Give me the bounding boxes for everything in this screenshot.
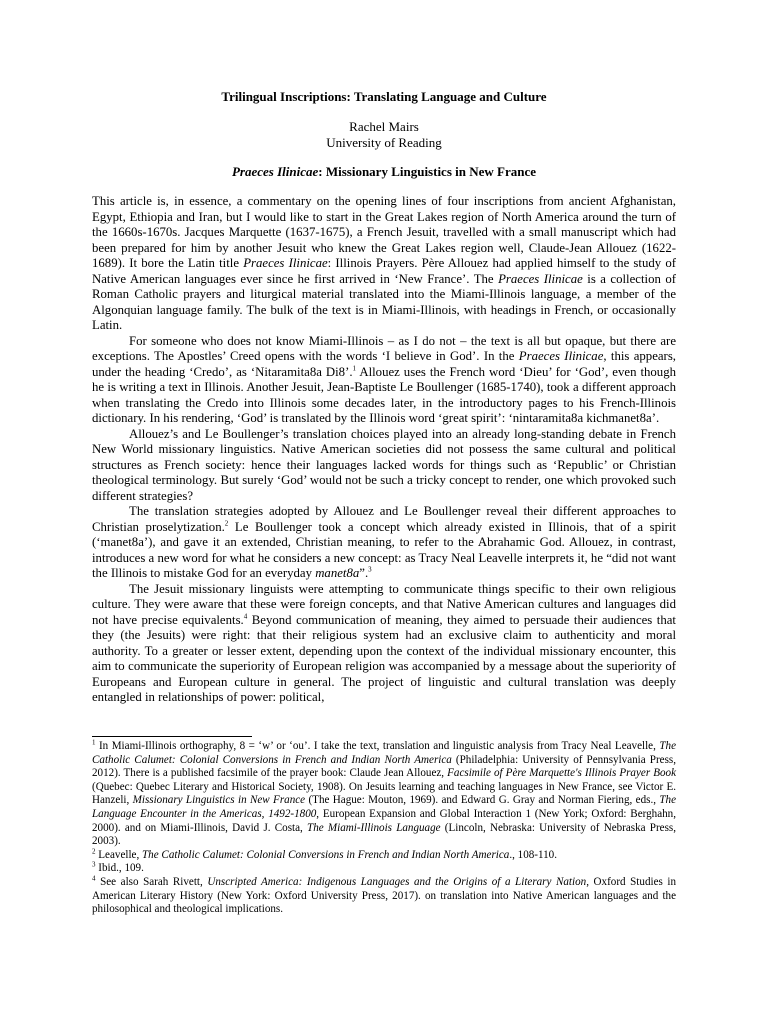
text-run: is a collection of Roman Catholic prayers and liturgical material translated into the Miami-Illinois language, a member of the Algonquian language family. The bulk of the text is in Miami-Illinois, with headings in French, or occasionally Latin. [92, 271, 676, 332]
paragraph-2 [92, 334, 676, 427]
footnote-number: 4 [92, 874, 96, 883]
italic-run: Praeces Ilinicae [518, 349, 604, 363]
text-run: Ibid., 109. [95, 862, 144, 875]
section-title-italic: Praeces Ilinicae [231, 164, 319, 179]
text-run: (The Hague: Mouton, 1969). and Edward G. Gray and Norman Fiering, eds., [305, 794, 660, 807]
text-run: This article is, in essence, a commentary on the opening lines of four inscriptions from ancient Afghanistan, Egypt, Ethiopia and Iran, but I would like to start in the Great Lakes region of North America around the turn of the 1660s-1670s. Jacques Marquette (1637-1675), a French Jesuit, travelled with a small manuscript which had been prepared for him by another Jesuit who knew the Great Lakes region well, Claude-Jean Allouez (1622-1689). It bore the Latin title [92, 194, 676, 270]
author-affiliation: University of Reading [326, 135, 442, 150]
footnote-2 [92, 849, 676, 863]
italic-run: Unscripted America: Indigenous Languages and the Origins of a Literary Nation [207, 875, 587, 888]
text-run: The Jesuit missionary linguists were attempting to communicate things specific to their own religious culture. They were aware that these were foreign concepts, and that Native American cultures and languages did not have precise equivalents. [92, 581, 676, 627]
text-run: ., 108-110. [509, 848, 557, 861]
text-run: In Miami-Illinois orthography, 8 = ‘w’ or ‘ou’. I take the text, translation and linguistic analysis from Tracy Neal Leavelle, [95, 740, 660, 752]
footnote-ref-4[interactable]: 4 [243, 612, 248, 621]
text-run: (Quebec: Quebec Literary and Historical Society, 1908). On Jesuits learning and teaching languages in New France, see Victor E. Hanzeli, [92, 780, 676, 807]
text-run: (Lincoln, Nebraska: University of Nebraska Press, 2003). [92, 821, 676, 848]
article-title: Trilingual Inscriptions: Translating Language and Culture [221, 89, 547, 104]
footnote-ref-1[interactable]: 1 [352, 364, 357, 373]
italic-run: The Language Encounter in the Americas, 1492-1800 [92, 794, 676, 820]
italic-run: Facsimile of Père Marquette's Illinois Prayer Book [447, 767, 676, 780]
section-title-rest: : Missionary Linguistics in New France [318, 164, 537, 179]
italic-run: The Catholic Calumet: Colonial Conversions in French and Indian North America [92, 740, 676, 766]
italic-run: Praeces Ilinicae [243, 256, 328, 270]
text-run: For someone who does not know Miami-Illinois – as I do not – the text is all but opaque, but there are exceptions. The Apostles’ Creed opens with the words ‘I believe in God’. In the [92, 333, 676, 363]
text-run: Beyond communication of meaning, they aimed to persuade their audiences that they (the Jesuits) were right: that their religious system had an exclusive claim to authenticity and moral authority. To a greater or lesser extent, depending upon the context of the individual missionary encounter, this aim to communicate the superiority of European religion was accompanied by a message about the superiority of Europeans and European culture in general. The project of linguistic and cultural translation was deeply entangled in relationships of power: political, [92, 612, 676, 704]
text-run: The translation strategies adopted by Allouez and Le Boullenger reveal their different approaches to Christian proselytization. [92, 504, 676, 534]
paragraph-3: Allouez’s and Le Boullenger’s translation choices played into an already long-standing debate in French New World missionary linguistics. Native American societies did not possess the same cultural and political structures as French society: hence their languages lacked words for things such as ‘Republic’ or Christian theological terminology. But surely ‘God’ would not be such a tricky concept to render, one which provoked such different strategies? [92, 426, 676, 503]
text-run: See also Sarah Rivett, [95, 875, 208, 888]
paragraph-1 [92, 194, 676, 334]
footnote-divider [92, 736, 252, 737]
footnote-ref-2[interactable]: 2 [224, 519, 229, 528]
text-run: (Philadelphia: University of Pennsylvania Press, 2012). There is a published facsimile of the prayer book: Claude Jean Allouez, [92, 753, 676, 780]
text-run: Leavelle, [95, 848, 143, 861]
text-run: , Oxford Studies in American Literary History (New York: Oxford University Press, 2017). on translation into Native American languages and the philosophical and theological implications. [92, 875, 677, 916]
paragraph-4 [92, 504, 676, 582]
footnote-number: 1 [92, 738, 96, 747]
text-run: , European Expansion and Global Interaction 1 (New York; Oxford: Berghahn, 2000). and on Miami-Illinois, David J. Costa, [92, 807, 676, 834]
footnote-3 [92, 862, 676, 876]
footnote-ref-3[interactable]: 3 [368, 565, 372, 574]
italic-run: The Miami-Illinois Language [307, 821, 441, 834]
italic-run: Praeces Ilinicae [498, 271, 583, 286]
author-name: Rachel Mairs [349, 119, 419, 134]
footnote-1 [92, 740, 676, 849]
italic-run: Missionary Linguistics in New France [132, 794, 306, 807]
text-run: Allouez uses the French word ‘Dieu’ for ‘God’, even though he is writing a text in Illinois. Another Jesuit, Jean-Baptiste Le Boullenger (1685-1740), took a different approach when translating the Credo into Illinois some decades later, in the introductory pages to his French-Illinois dictionary. In his rendering, ‘God’ is translated by the Illinois word ‘great spirit’: ‘nintaramita8a kichmanet8a’. [92, 364, 676, 425]
footnote-number: 2 [92, 847, 96, 856]
article-body [92, 194, 676, 706]
italic-run: manet8a [315, 566, 360, 580]
text-run: ”. [359, 566, 369, 580]
text-run: : Illinois Prayers. Père Allouez had applied himself to the study of Native American languages ever since he first arrived in ‘New France’. The [92, 256, 676, 286]
paragraph-5 [92, 582, 676, 706]
text-run: Le Boullenger took a concept which already existed in Illinois, that of a spirit (‘manet8a’), and gave it an extended, Christian meaning, to refer to the Abrahamic God. Allouez, in contrast, introduces a new word for what he considers a new concept: as Tracy Neal Leavelle interprets it, he “did not want the Illinois to mistake God for an everyday [92, 519, 676, 580]
footnote-number: 3 [92, 860, 96, 869]
italic-run: The Catholic Calumet: Colonial Conversions in French and Indian North America [142, 848, 510, 861]
section-title [92, 164, 676, 180]
footnotes [92, 740, 676, 917]
text-run: , this appears, under the heading ‘Credo’, as ‘Nitaramita8a Di8’. [92, 349, 676, 379]
footnote-4 [92, 876, 676, 917]
